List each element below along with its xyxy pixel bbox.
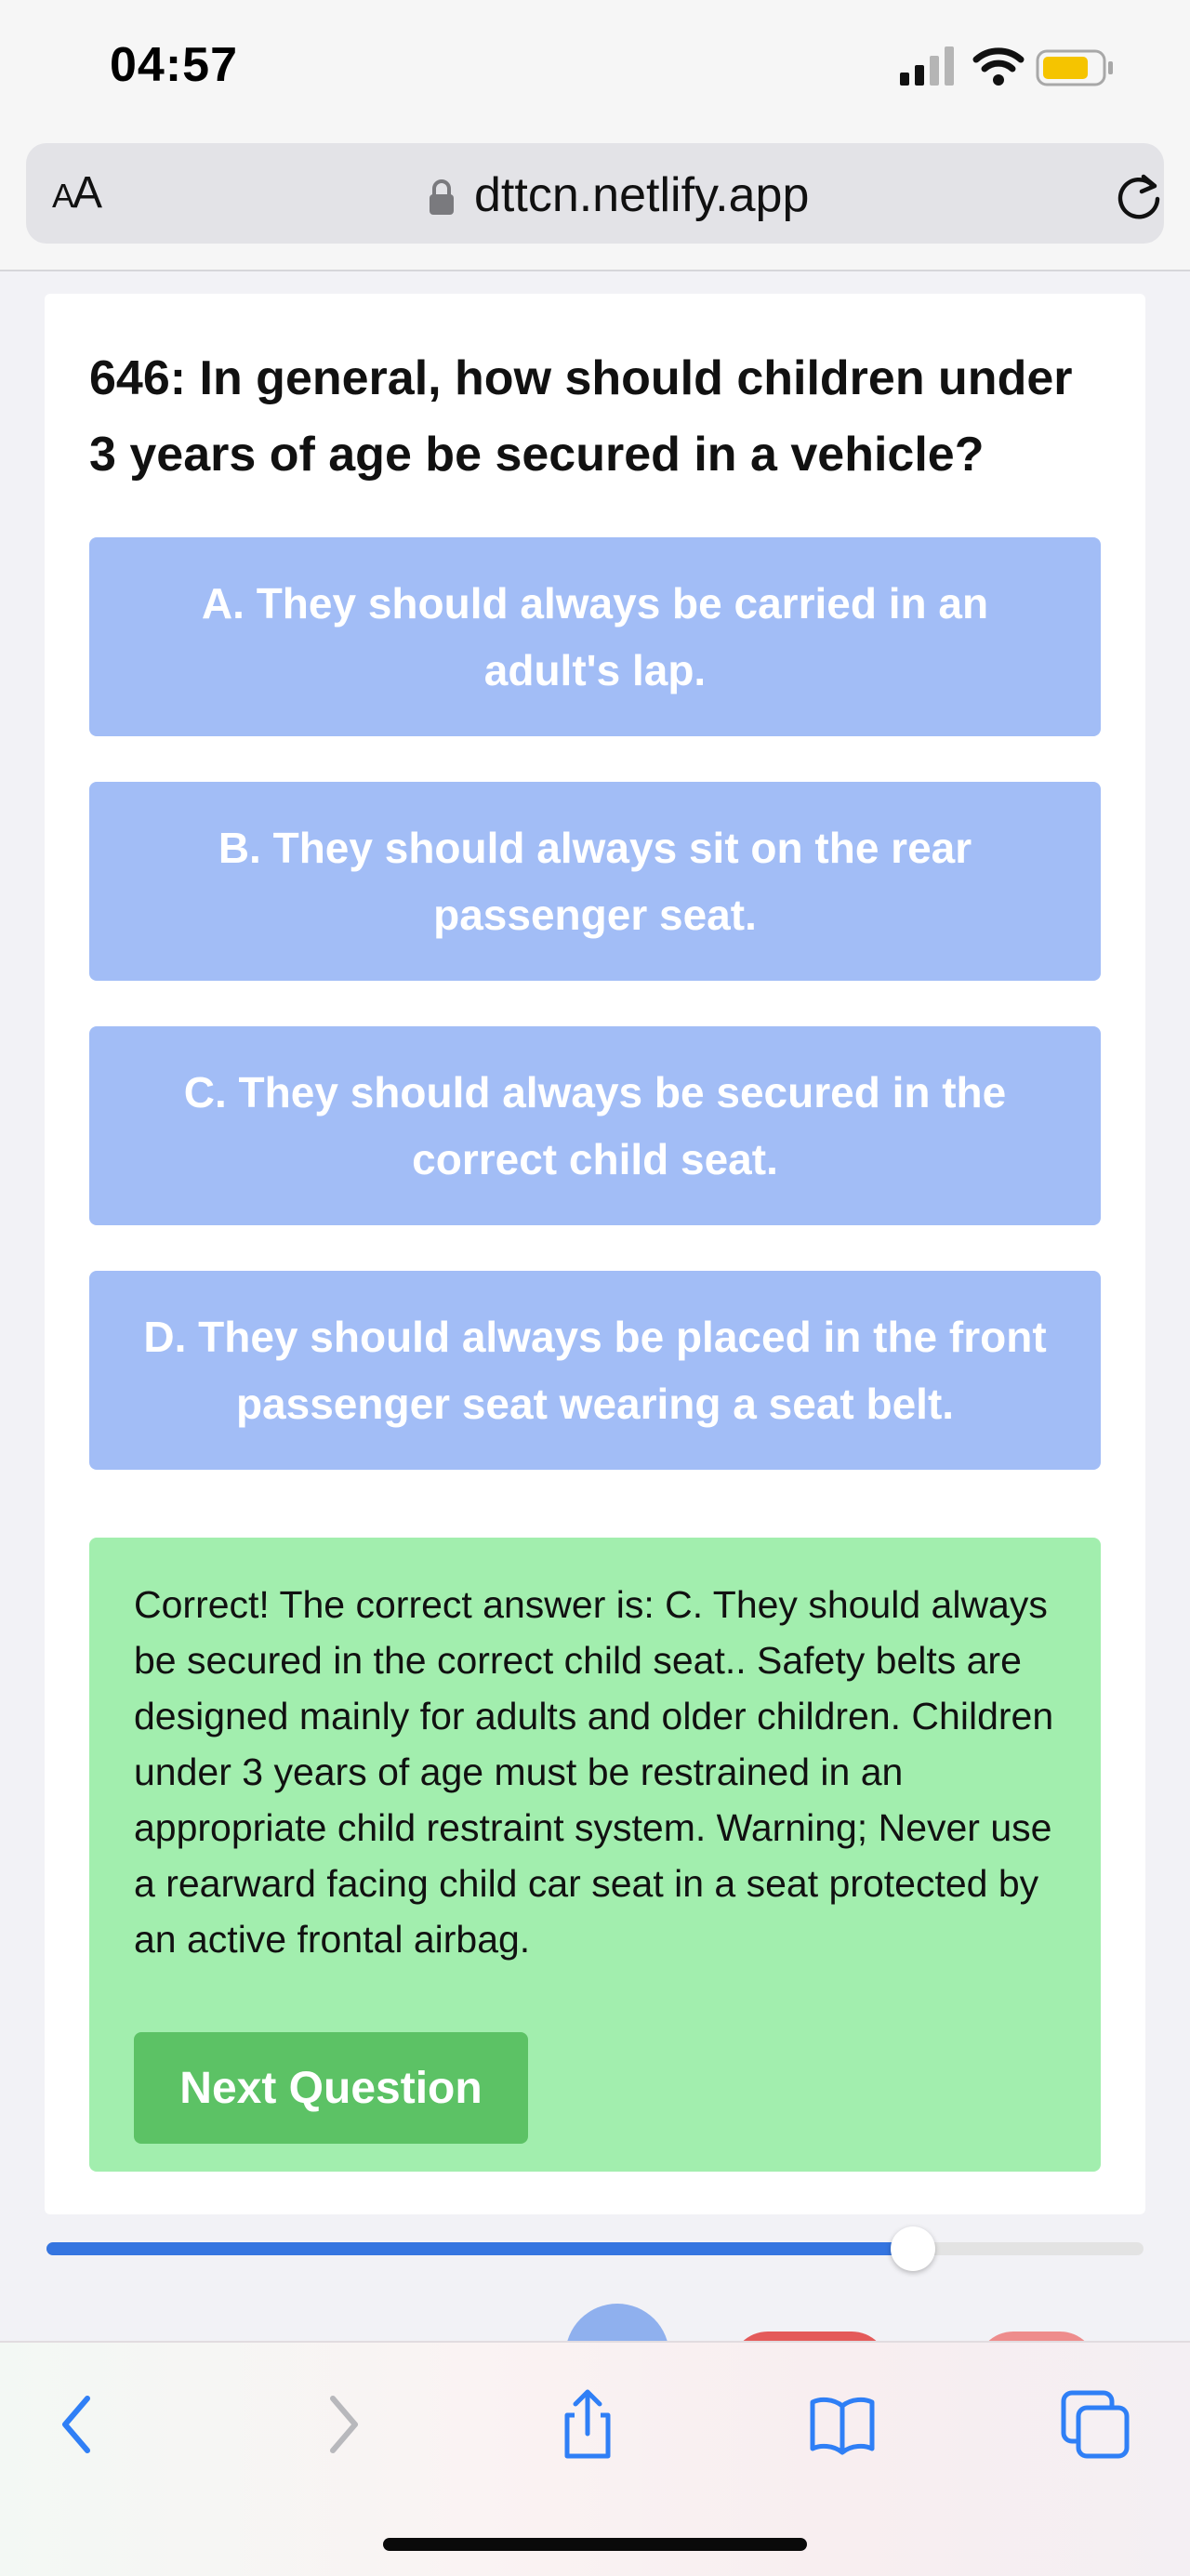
aa-large-label: A [73,168,101,218]
feedback-text: Correct! The correct answer is: C. They should always be secured in the correct child seat.. Safety belts are designed mainly for adults and older children. Children under 3 years of age must be restrained in an appropriate child restraint system. Warning; Never use a rearward facing child car seat in a seat protected by an active frontal airbag. [134,1583,1054,1961]
answer-option-b[interactable]: B. They should always sit on the rear passenger seat. [89,782,1101,981]
browser-toolbar [0,2341,1190,2576]
answer-option-a[interactable]: A. They should always be carried in an adult's lap. [89,537,1101,736]
wifi-icon [972,45,1025,86]
question-text: 646: In general, how should children under 3 years of age be secured in a vehicle? [89,351,1073,482]
lock-icon [428,178,456,216]
reload-icon[interactable] [1114,171,1164,221]
progress-slider[interactable] [46,2242,1144,2255]
book-icon[interactable] [805,2387,879,2462]
answer-option-c[interactable]: C. They should always be secured in the correct child seat. [89,1026,1101,1225]
browser-address-area [0,130,1190,271]
chevron-left-icon[interactable] [43,2387,117,2462]
cellular-signal-icon [900,46,958,86]
address-bar[interactable] [26,143,1164,244]
question-card [45,294,1145,2214]
chevron-right-icon[interactable] [303,2387,377,2462]
status-bar [0,0,1190,130]
progress-thumb[interactable] [891,2226,935,2271]
reader-aa-button[interactable] [52,167,100,218]
battery-icon [1036,48,1116,87]
share-icon[interactable] [550,2387,625,2462]
feedback-panel [89,1538,1101,2172]
next-question-button[interactable]: Next Question [134,2032,528,2144]
url-text[interactable]: dttcn.netlify.app [474,168,810,222]
tabs-icon[interactable] [1058,2387,1132,2462]
aa-small-label: A [52,177,73,215]
progress-fill [46,2242,913,2255]
status-time: 04:57 [110,38,238,92]
answer-option-d[interactable]: D. They should always be placed in the front passenger seat wearing a seat belt. [89,1271,1101,1470]
home-indicator [383,2538,807,2551]
